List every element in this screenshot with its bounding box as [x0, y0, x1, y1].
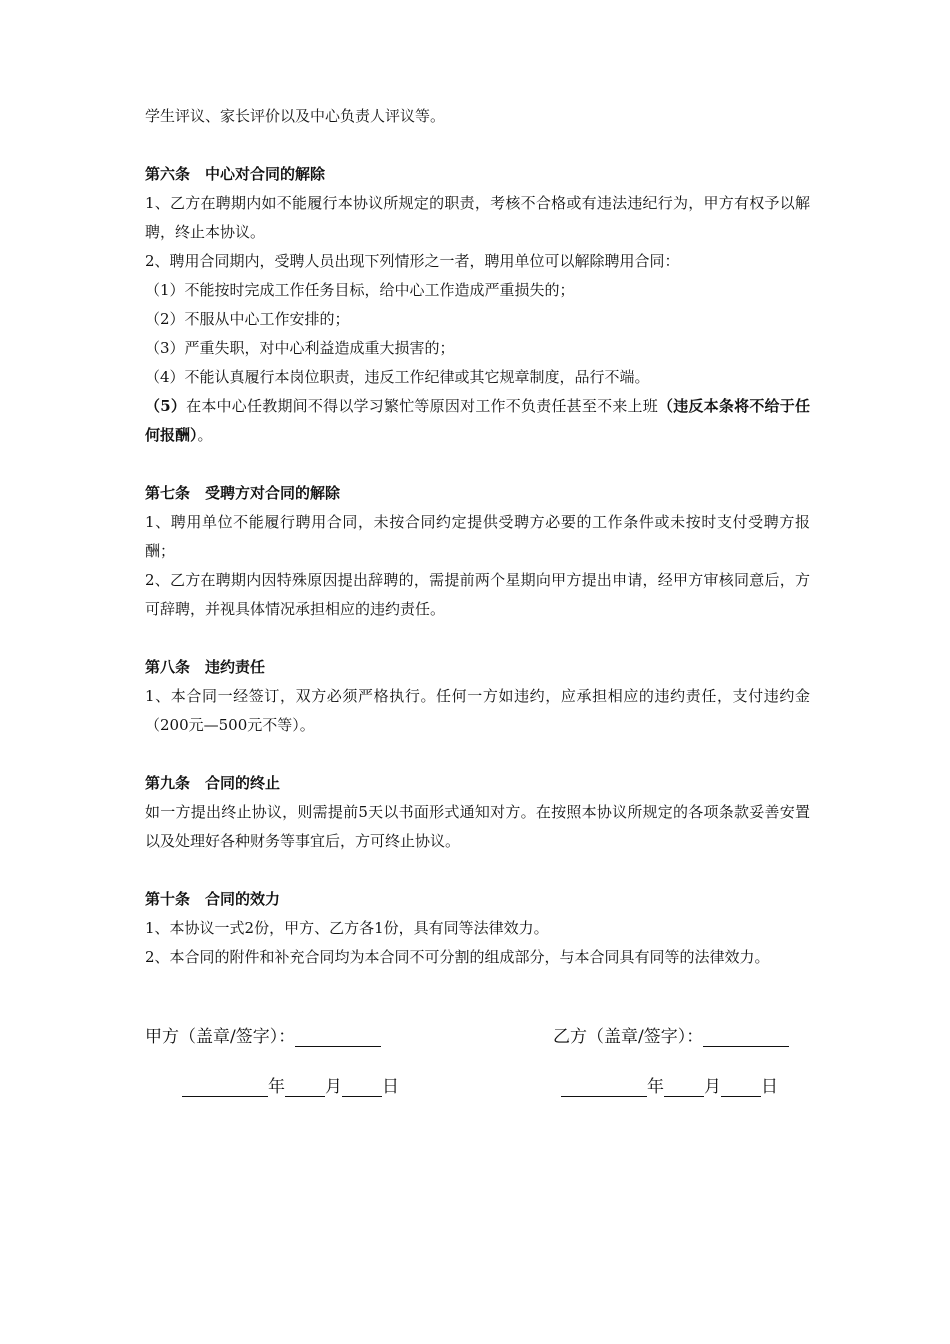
- month-label: 月: [704, 1077, 721, 1097]
- party-b-signature-line: [703, 1027, 789, 1047]
- paragraph: 学生评议、家长评价以及中心负责人评议等。: [145, 107, 446, 125]
- month-blank: [664, 1077, 704, 1097]
- spacer: [145, 856, 810, 885]
- sub-5-text: 在本中心任教期间不得以学习繁忙等原因对工作不负责任甚至不来上班: [186, 397, 658, 415]
- day-blank: [342, 1077, 382, 1097]
- day-label: 日: [382, 1077, 399, 1097]
- article-6-title: 第六条 中心对合同的解除: [145, 165, 326, 183]
- article-6-sub-3: （3）严重失职，对中心利益造成重大损害的；: [145, 339, 455, 357]
- year-label: 年: [647, 1077, 664, 1097]
- document-body: [145, 102, 810, 972]
- day-blank: [721, 1077, 761, 1097]
- article-6-sub-5: [145, 392, 810, 450]
- article-6-sub-4: （4）不能认真履行本岗位职责，违反工作纪律或其它规章制度，品行不端。: [145, 368, 650, 386]
- spacer: [145, 450, 810, 479]
- article-6-item-2: 2、聘用合同期内，受聘人员出现下列情形之一者，聘用单位可以解除聘用合同：: [145, 252, 680, 270]
- article-8-title: 第八条 违约责任: [145, 658, 266, 676]
- sub-5-penalty-note: （违反本条将不给于任何报酬）: [145, 397, 810, 444]
- year-blank: [182, 1077, 268, 1097]
- article-8-item-1: 1、本合同一经签订，双方必须严格执行。任何一方如违约，应承担相应的违约责任，支付违约金（200元—500元不等）。: [145, 687, 810, 734]
- month-label: 月: [325, 1077, 342, 1097]
- article-10-item-2: 2、本合同的附件和补充合同均为本合同不可分割的组成部分，与本合同具有同等的法律效力。: [145, 948, 770, 966]
- year-blank: [561, 1077, 647, 1097]
- article-6-sub-1: （1）不能按时完成工作任务目标，给中心工作造成严重损失的；: [145, 281, 575, 299]
- spacer: [145, 740, 810, 769]
- day-label: 日: [761, 1077, 778, 1097]
- sub-5-end: 。: [197, 426, 213, 444]
- party-a-signature: [145, 1022, 381, 1047]
- sub-5-number: （5）: [145, 397, 187, 415]
- article-9-title: 第九条 合同的终止: [145, 774, 281, 792]
- spacer: [145, 624, 810, 653]
- party-a-date: [182, 1072, 399, 1097]
- year-label: 年: [268, 1077, 285, 1097]
- party-b-date: [561, 1072, 778, 1097]
- party-a-label: 甲方（盖章/签字）：: [145, 1027, 296, 1047]
- spacer: [145, 131, 810, 160]
- month-blank: [285, 1077, 325, 1097]
- article-6-item-1: 1、乙方在聘期内如不能履行本协议所规定的职责，考核不合格或有违法违纪行为，甲方有权予以解聘，终止本协议。: [145, 194, 810, 241]
- article-7-title: 第七条 受聘方对合同的解除: [145, 484, 341, 502]
- article-10-title: 第十条 合同的效力: [145, 890, 281, 908]
- article-9-item-1: 如一方提出终止协议，则需提前5天以书面形式通知对方。在按照本协议所规定的各项条款妥善安置以及处理好各种财务等事宜后，方可终止协议。: [145, 803, 810, 850]
- article-7-item-2: 2、乙方在聘期内因特殊原因提出辞聘的，需提前两个星期向甲方提出申请，经甲方审核同意后，方可辞聘，并视具体情况承担相应的违约责任。: [145, 571, 810, 618]
- article-6-sub-2: （2）不服从中心工作安排的；: [145, 310, 350, 328]
- party-b-signature: [553, 1022, 789, 1047]
- article-7-item-1: 1、聘用单位不能履行聘用合同，未按合同约定提供受聘方必要的工作条件或未按时支付受聘方报酬；: [145, 513, 810, 560]
- party-b-label: 乙方（盖章/签字）：: [553, 1027, 704, 1047]
- article-10-item-1: 1、本协议一式2份，甲方、乙方各1份，具有同等法律效力。: [145, 919, 549, 937]
- party-a-signature-line: [295, 1027, 381, 1047]
